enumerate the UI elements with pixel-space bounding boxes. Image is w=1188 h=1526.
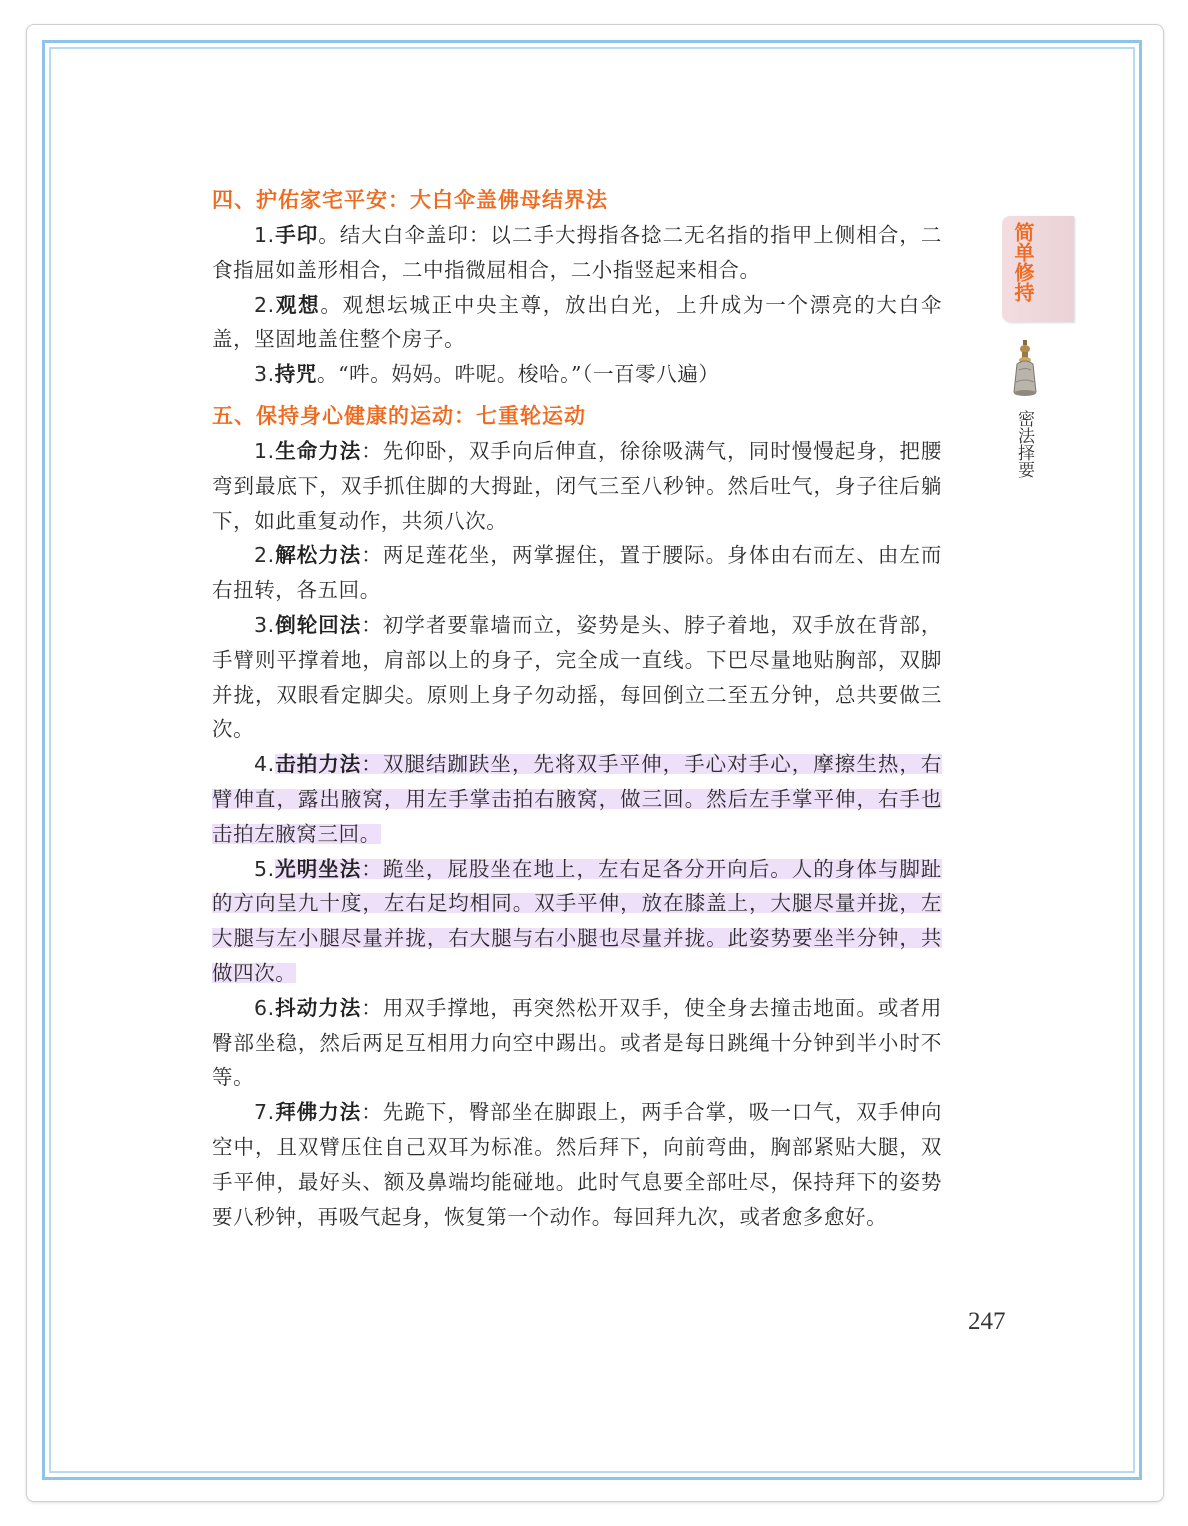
term-label: 观想 [274, 292, 321, 317]
term-label: 手印 [274, 223, 319, 247]
paragraph-5-6: 6.抖动力法：用双手撑地，再突然松开双手，使全身去撞击地面。或者用臀部坐稳，然后两足互相用力向空中踢出。或者是每日跳绳十分钟到半小时不等。 [212, 995, 942, 1090]
paragraph-5-3: 3.倒轮回法：初学者要靠墙而立，姿势是头、脖子着地，双手放在背部，手臂则平撑着地，肩部以上的身子，完全成一直线。下巴尽量地贴胸部，双脚并拢，双眼看定脚尖。原则上身子勿动摇，每回倒立二至五分钟，总共要做三次。 [212, 612, 942, 742]
paragraph-5-2: 2.解松力法：两足莲花坐，两掌握住，置于腰际。身体由右而左、由左而右扭转，各五回。 [212, 543, 942, 603]
term-label: 光明坐法 [274, 856, 362, 881]
paragraph-4-1: 1.手印。结大白伞盖印：以二手大拇指各捻二无名指的指甲上侧相合，二食指屈如盖形相合，二中指微屈相合，二小指竖起来相合。 [212, 223, 942, 282]
paragraph-text: 初学者要靠墙而立，姿势是头、脖子着地，双手放在背部，手臂则平撑着地，肩部以上的身子，完全成一直线。下巴尽量地贴胸部，双脚并拢，双眼看定脚尖。原则上身子勿动摇，每回倒立二至五分钟，总共要做三次。 [212, 612, 942, 742]
term-label: 拜佛力法 [274, 1100, 362, 1125]
term-label: 解松力法 [274, 543, 362, 568]
term-label: 击拍力法 [274, 752, 362, 777]
section-heading-4: 四、护佑家宅平安：大白伞盖佛母结界法 [212, 188, 608, 212]
paragraph-text: 用双手撑地，再突然松开双手，使全身去撞击地面。或者用臀部坐稳，然后两足互相用力向空中踢出。或者是每日跳绳十分钟到半小时不等。 [212, 995, 942, 1090]
term-label: 生命力法 [274, 438, 362, 463]
section-heading-5: 五、保持身心健康的运动：七重轮运动 [212, 403, 586, 428]
paragraph-text: 两足莲花坐，两掌握住，置于腰际。身体由右而左、由左而右扭转，各五回。 [212, 543, 942, 603]
paragraph-text-highlighted: 跪坐，屁股坐在地上，左右足各分开向后。人的身体与脚趾的方向呈九十度，左右足均相同。双手平伸，放在膝盖上，大腿尽量并拢，左大腿与左小腿尽量并拢，右大腿与右小腿也尽量并拢。此姿势要坐半分钟，共做四次。 [212, 856, 942, 985]
paragraph-4-3: 3.持咒。“吽。妈妈。吽呢。梭哈。”（一百零八遍） [254, 362, 720, 387]
term-label: 倒轮回法 [274, 612, 362, 637]
page-number: 247 [968, 1308, 1006, 1335]
term-label: 抖动力法 [274, 995, 362, 1020]
paragraph-text: 观想坛城正中央主尊，放出白光，上升成为一个漂亮的大白伞盖，坚固地盖住整个房子。 [212, 292, 942, 352]
term-label: 持咒 [274, 362, 317, 387]
paragraph-5-4: 4.击拍力法：双腿结跏趺坐，先将双手平伸，手心对手心，摩擦生热，右臂伸直，露出腋窝，用左手掌击拍右腋窝，做三回。然后左手掌平伸，右手也击拍左腋窝三回。 [212, 752, 942, 846]
paragraph-4-2: 2.观想。观想坛城正中央主尊，放出白光，上升成为一个漂亮的大白伞盖，坚固地盖住整个房子。 [212, 292, 942, 352]
vajra-bell-icon [1010, 340, 1040, 400]
chapter-tab-label: 简单修持 [1011, 222, 1035, 302]
paragraph-text-highlighted: 双腿结跏趺坐，先将双手平伸，手心对手心，摩擦生热，右臂伸直，露出腋窝，用左手掌击拍右腋窝，做三回。然后左手掌平伸，右手也击拍左腋窝三回。 [212, 752, 942, 846]
paragraph-5-1: 1.生命力法：先仰卧，双手向后伸直，徐徐吸满气，同时慢慢起身，把腰弯到最底下，双手抓住脚的大拇趾，闭气三至八秒钟。然后吐气，身子往后躺下，如此重复动作，共须八次。 [212, 438, 942, 533]
paragraph-text: 先跪下，臀部坐在脚跟上，两手合掌，吸一口气，双手伸向空中，且双臂压住自己双耳为标准。然后拜下，向前弯曲，胸部紧贴大腿，双手平伸，最好头、额及鼻端均能碰地。此时气息要全部吐尽，保持拜下的姿势要八秒钟，再吸气起身，恢复第一个动作。每回拜九次，或者愈多愈好。 [212, 1100, 942, 1229]
paragraph-text: “吽。妈妈。吽呢。梭哈。”（一百零八遍） [338, 362, 720, 387]
paragraph-5-7: 7.拜佛力法：先跪下，臀部坐在脚跟上，两手合掌，吸一口气，双手伸向空中，且双臂压住自己双耳为标准。然后拜下，向前弯曲，胸部紧贴大腿，双手平伸，最好头、额及鼻端均能碰地。此时气息要全部吐尽，保持拜下的姿势要八秒钟，再吸气起身，恢复第一个动作。每回拜九次，或者愈多愈好。 [212, 1100, 942, 1229]
page-content [212, 182, 942, 1234]
paragraph-text: 结大白伞盖印：以二手大拇指各捻二无名指的指甲上侧相合，二食指屈如盖形相合，二中指微屈相合，二小指竖起来相合。 [212, 223, 942, 282]
paragraph-5-5: 5.光明坐法：跪坐，屁股坐在地上，左右足各分开向后。人的身体与脚趾的方向呈九十度，左右足均相同。双手平伸，放在膝盖上，大腿尽量并拢，左大腿与左小腿尽量并拢，右大腿与右小腿也尽量并拢。此姿势要坐半分钟，共做四次。 [212, 856, 942, 985]
side-caption: 密法择要 [1014, 410, 1034, 478]
paragraph-text: 先仰卧，双手向后伸直，徐徐吸满气，同时慢慢起身，把腰弯到最底下，双手抓住脚的大拇趾，闭气三至八秒钟。然后吐气，身子往后躺下，如此重复动作，共须八次。 [212, 438, 942, 533]
chapter-side-tab [1002, 216, 1074, 322]
